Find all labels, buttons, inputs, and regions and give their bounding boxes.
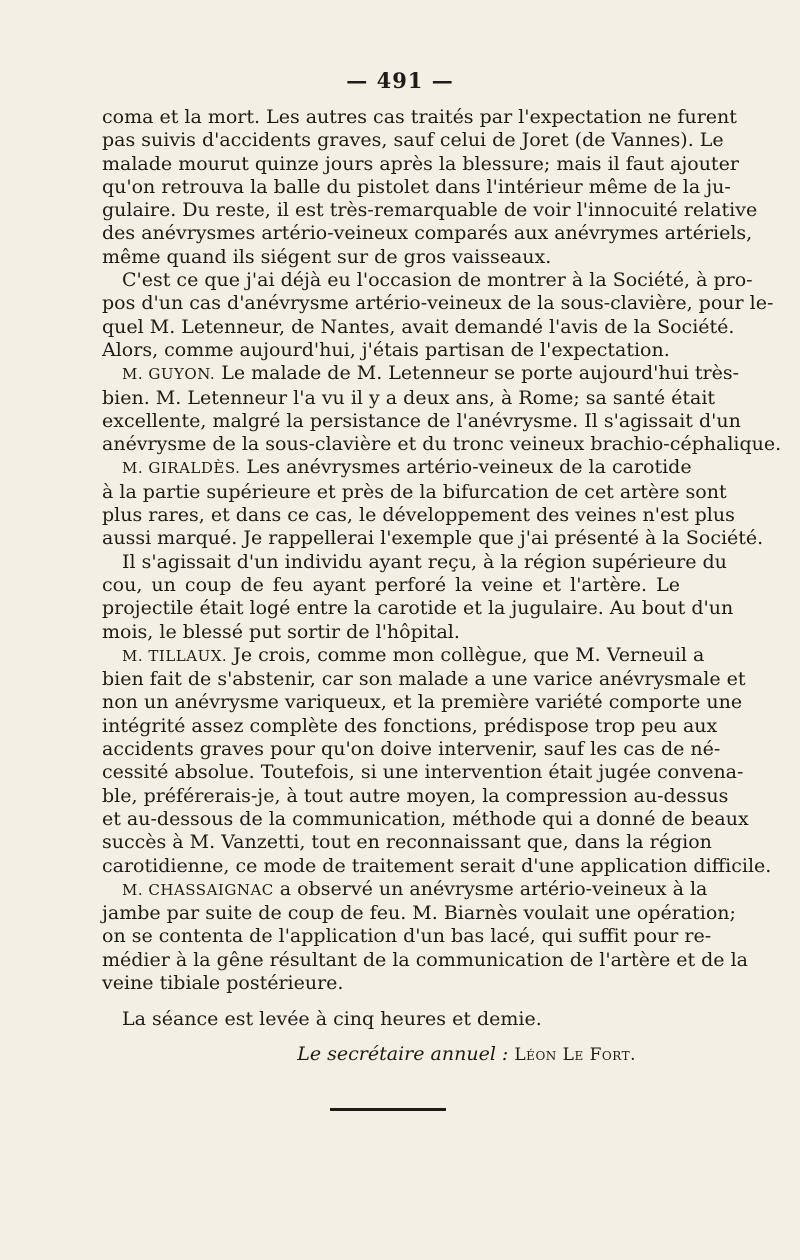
speech-guyon <box>102 362 782 456</box>
text-line: des anévrysmes artério-veineux comparés aux anévrymes artériels, <box>102 222 753 245</box>
text-line: qu'on retrouva la balle du pistolet dans l'intérieur même de la ju- <box>102 175 731 198</box>
speaker-name: M. GIRALDÈS. <box>122 459 241 478</box>
speech-giraldes <box>102 456 764 643</box>
paragraph-expectation <box>102 106 758 269</box>
body-text <box>102 106 782 1067</box>
text-line: M. TILLAUX. Je crois, comme mon collègue, que M. Verneuil a <box>122 643 705 666</box>
text-line: veine tibiale postérieure. <box>102 971 344 994</box>
text-line: médier à la gêne résultant de la communication de l'artère et de la <box>102 948 748 971</box>
text-line: gulaire. Du reste, il est très-remarquable de voir l'innocuité relative <box>102 199 758 222</box>
text-line: pos d'un cas d'anévrysme artério-veineux de la sous-clavière, pour le- <box>102 292 774 315</box>
text-line: ble, préférerais-je, à tout autre moyen, la compression au-dessus <box>102 784 729 807</box>
text-line: anévrysme de la sous-clavière et du tronc veineux brachio-céphalique. <box>102 433 782 456</box>
text-line: accidents graves pour qu'on doive intervenir, sauf les cas de né- <box>102 738 721 761</box>
speaker-name: M. CHASSAIGNAC <box>122 880 274 899</box>
text-line: succès à M. Vanzetti, tout en reconnaissant que, dans la région <box>102 831 712 854</box>
text-line: même quand ils siégent sur de gros vaisseaux. <box>102 245 552 268</box>
text-line: M. GUYON. Le malade de M. Letenneur se porte aujourd'hui très- <box>122 362 740 385</box>
text-line: on se contenta de l'application d'un bas lacé, qui suffit pour re- <box>102 925 712 948</box>
text-line: bien. M. Letenneur l'a vu il y a deux ans, à Rome; sa santé était <box>102 386 716 409</box>
text-line: Il s'agissait d'un individu ayant reçu, à la région supérieure du <box>122 550 727 573</box>
text-line: C'est ce que j'ai déjà eu l'occasion de montrer à la Société, à pro- <box>122 269 753 292</box>
text-line: pas suivis d'accidents graves, sauf celui de Joret (de Vannes). Le <box>102 129 724 152</box>
speech-chassaignac <box>102 877 748 995</box>
session-closing: La séance est levée à cinq heures et demie. <box>122 1008 542 1031</box>
text-line: quel M. Letenneur, de Nantes, avait demandé l'avis de la Société. <box>102 315 735 338</box>
text-line: cou, un coup de feu ayant perforé la veine et l'artère. Le <box>102 573 680 596</box>
speaker-name: M. GUYON. <box>122 365 216 384</box>
text-line: cessité absolue. Toutefois, si une intervention était jugée convena- <box>102 761 744 784</box>
signature-role: Le secrétaire annuel : <box>297 1042 509 1065</box>
end-rule <box>330 1108 446 1111</box>
speech-tillaux <box>102 643 772 878</box>
speaker-name: M. TILLAUX. <box>122 646 228 665</box>
text-line: non un anévrysme variqueux, et la première variété comporte une <box>102 691 743 714</box>
text-line: jambe par suite de coup de feu. M. Biarnès voulait une opération; <box>102 902 736 925</box>
text-line: excellente, malgré la persistance de l'anévrysme. Il s'agissait d'un <box>102 409 741 432</box>
text-line: malade mourut quinze jours après la blessure; mais il faut ajouter <box>102 152 739 175</box>
text-line: mois, le blessé put sortir de l'hôpital. <box>102 620 460 643</box>
signature-name: Léon Le Fort. <box>514 1044 636 1065</box>
text-line: plus rares, et dans ce cas, le développement des veines n'est plus <box>102 504 735 527</box>
page-number: — 491 — <box>346 68 454 93</box>
text-line: intégrité assez complète des fonctions, prédispose trop peu aux <box>102 714 718 737</box>
text-line: M. CHASSAIGNAC a observé un anévrysme artério-veineux à la <box>122 877 708 900</box>
text-line: à la partie supérieure et près de la bifurcation de cet artère sont <box>102 480 727 503</box>
paragraph-letenneur <box>102 269 774 362</box>
text-line: bien fait de s'abstenir, car son malade a une varice anévrysmale et <box>102 668 746 691</box>
text-line: aussi marqué. Je rappellerai l'exemple que j'ai présenté à la Société. <box>102 527 764 550</box>
signature <box>102 1043 680 1067</box>
spacer <box>102 995 680 1008</box>
text-line: et au-dessous de la communication, méthode qui a donné de beaux <box>102 807 749 830</box>
text-line: M. GIRALDÈS. Les anévrysmes artério-veineux de la carotide <box>122 456 692 479</box>
text-line: Alors, comme aujourd'hui, j'étais partisan de l'expectation. <box>102 338 670 361</box>
text-line: coma et la mort. Les autres cas traités par l'expectation ne furent <box>102 106 737 128</box>
text-line: carotidienne, ce mode de traitement serait d'une application difficile. <box>102 854 772 877</box>
text-line: projectile était logé entre la carotide et la jugulaire. Au bout d'un <box>102 597 734 620</box>
